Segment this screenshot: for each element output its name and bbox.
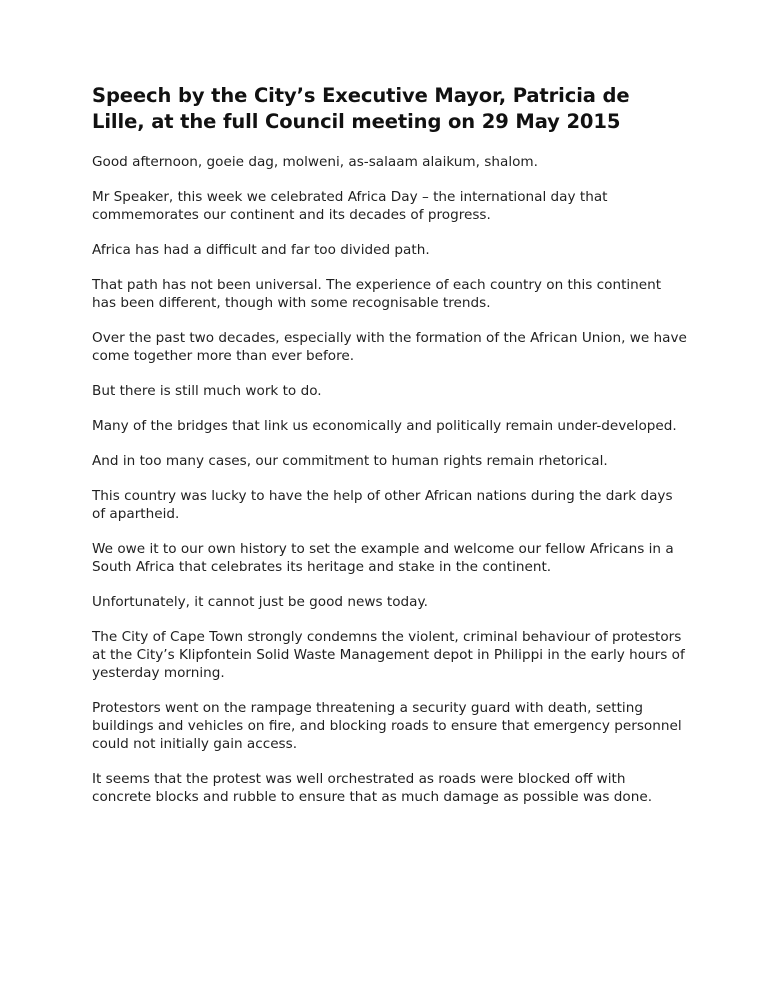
paragraph-condemns: The City of Cape Town strongly condemns the violent, criminal behaviour of protestors at the City’s Klipfontein Solid Waste Management depot in Philippi in the early hours of yesterday morning. — [92, 629, 685, 681]
paragraph-much-work: But there is still much work to do. — [92, 383, 322, 399]
paragraph-human-rights: And in too many cases, our commitment to human rights remain rhetorical. — [92, 453, 608, 469]
paragraph-greeting: Good afternoon, goeie dag, molweni, as-salaam alaikum, shalom. — [92, 154, 538, 170]
speech-body — [92, 153, 688, 806]
paragraph-african-union: Over the past two decades, especially with the formation of the African Union, we have come together more than ever before. — [92, 330, 687, 364]
paragraph-not-universal: That path has not been universal. The experience of each country on this continent has been different, though with some recognisable trends. — [92, 277, 662, 311]
paragraph-rampage: Protestors went on the rampage threatening a security guard with death, setting buildings and vehicles on fire, and blocking roads to ensure that emergency personnel could not initially gain access. — [92, 700, 682, 752]
paragraph-africa-day: Mr Speaker, this week we celebrated Africa Day – the international day that commemorates our continent and its decades of progress. — [92, 189, 608, 223]
paragraph-apartheid: This country was lucky to have the help of other African nations during the dark days of apartheid. — [92, 488, 673, 522]
paragraph-orchestrated: It seems that the protest was well orchestrated as roads were blocked off with concrete blocks and rubble to ensure that as much damage as possible was done. — [92, 771, 653, 805]
paragraph-heritage: We owe it to our own history to set the example and welcome our fellow Africans in a South Africa that celebrates its heritage and stake in the continent. — [92, 541, 674, 575]
paragraph-divided-path: Africa has had a difficult and far too divided path. — [92, 242, 430, 258]
paragraph-bridges: Many of the bridges that link us economically and politically remain under-developed. — [92, 418, 677, 434]
speech-title: Speech by the City’s Executive Mayor, Patricia de Lille, at the full Council meeting on 29 May 2015 — [92, 84, 630, 133]
paragraph-good-news: Unfortunately, it cannot just be good news today. — [92, 594, 428, 610]
